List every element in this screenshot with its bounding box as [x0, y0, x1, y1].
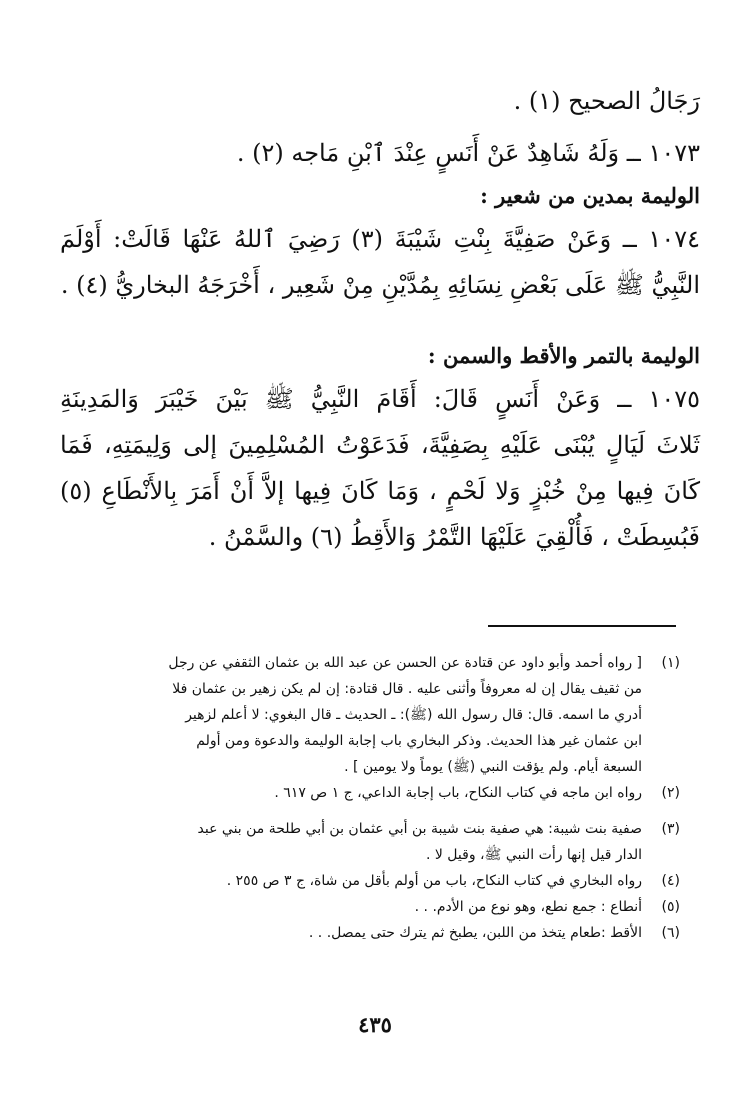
footnote-line: الأقط :طعام يتخذ من اللبن، يطبخ ثم يترك حتى يمصل. . .: [308, 925, 642, 941]
footnote-line: صفية بنت شيبة: هي صفية بنت شيبة بن أبي عثمان بن أبي طلحة من بني عبد: [197, 821, 642, 837]
footnote-line: رواه البخاري في كتاب النكاح، باب من أولم بأقل من شاة، ج ٣ ص ٢٥٥ .: [226, 873, 642, 889]
section-heading-wedding-barley: الوليمة بمدين من شعير :: [480, 183, 700, 208]
footnote-number: (٣): [661, 821, 680, 837]
hadith-1074-line-1: ١٠٧٤ ــ وَعَنْ صَفِيَّةَ بِنْتِ شَيْبَةَ (٣) رَضِيَ ٱللهُ عَنْهَا قَالَتْ: أَوْلَمَ: [60, 225, 700, 253]
footnote-line: من ثقيف يقال إن له معروفاً وأثنى عليه . قال قتادة: إن لم يكن زهير بن عثمان فلا: [172, 681, 642, 697]
footnote-number: (٤): [661, 873, 680, 889]
footnote-6: [55, 920, 680, 946]
footnote-number: (٦): [661, 925, 680, 941]
hadith-1075-line-3: كَانَ فِيها مِنْ خُبْزٍ وَلا لَحْمٍ ، وَمَا كَانَ فِيها إلاَّ أَنْ أَمَرَ بِالأَنْطَاعِ (٥): [60, 477, 700, 505]
hadith-1075-line-1: ١٠٧٥ ــ وَعَنْ أَنَسٍ قَالَ: أَقَامَ النَّبِيُّ ﷺ بَيْنَ خَيْبَرَ وَالمَدِينَةِ: [60, 385, 700, 413]
page-number: ٤٣٥: [358, 1012, 392, 1037]
footnote-line: ابن عثمان غير هذا الحديث. وذكر البخاري باب إجابة الوليمة والدعوة ومن أولم: [196, 733, 642, 749]
section-heading-wedding-dates: الوليمة بالتمر والأقط والسمن :: [427, 343, 700, 368]
footnote-1: [55, 650, 680, 780]
footnote-2: [55, 780, 680, 806]
text-line: رَجَالُ الصحيح (١) .: [513, 87, 700, 115]
footnote-line: أنطاع : جمع نطع، وهو نوع من الأدم. . .: [414, 899, 642, 915]
footnote-number: (١): [661, 655, 680, 671]
footnote-divider: [488, 625, 676, 627]
footnotes: [55, 650, 680, 946]
footnote-line: السبعة أيام. ولم يؤقت النبي (ﷺ) يوماً ولا يومين ] .: [344, 759, 642, 775]
footnote-line: أدري ما اسمه. قال: قال رسول الله (ﷺ): ـ الحديث ـ قال البغوي: لا أعلم لزهير: [185, 707, 642, 723]
footnote-number: (٥): [661, 899, 680, 915]
hadith-1075-line-2: ثَلاثَ لَيَالٍ يُبْنَى عَلَيْهِ بِصَفِيَّةَ، فَدَعَوْتُ المُسْلِمِينَ إلى وَلِيمَتِهِ، فَمَا: [60, 431, 700, 459]
hadith-1075-line-4: فَبُسِطَتْ ، فَأُلْقِيَ عَلَيْهَا التَّمْرُ وَالأَقِطُ (٦) والسَّمْنُ .: [208, 523, 700, 551]
footnote-line: [ رواه أحمد وأبو داود عن قتادة عن الحسن عن عبد الله بن عثمان الثقفي عن رجل: [168, 655, 642, 671]
footnote-line: الدار قيل إنها رأت النبي ﷺ، وقيل لا .: [425, 847, 642, 863]
footnote-number: (٢): [661, 785, 680, 801]
footnote-5: [55, 894, 680, 920]
main-text: [60, 78, 700, 560]
hadith-1073: ١٠٧٣ ــ وَلَهُ شَاهِدٌ عَنْ أَنَسٍ عِنْدَ ٱبْنِ مَاجه (٢) .: [236, 139, 700, 167]
footnote-4: [55, 868, 680, 894]
footnote-3: [55, 816, 680, 868]
hadith-1074-line-2: النَّبِيُّ ﷺ عَلَى بَعْضِ نِسَائِهِ بِمُدَّيْنِ مِنْ شَعِير ، أَخْرَجَهُ البخاريُّ (٤) .: [60, 271, 700, 299]
footnote-line: رواه ابن ماجه في كتاب النكاح، باب إجابة الداعي، ج ١ ص ٦١٧ .: [274, 785, 642, 801]
